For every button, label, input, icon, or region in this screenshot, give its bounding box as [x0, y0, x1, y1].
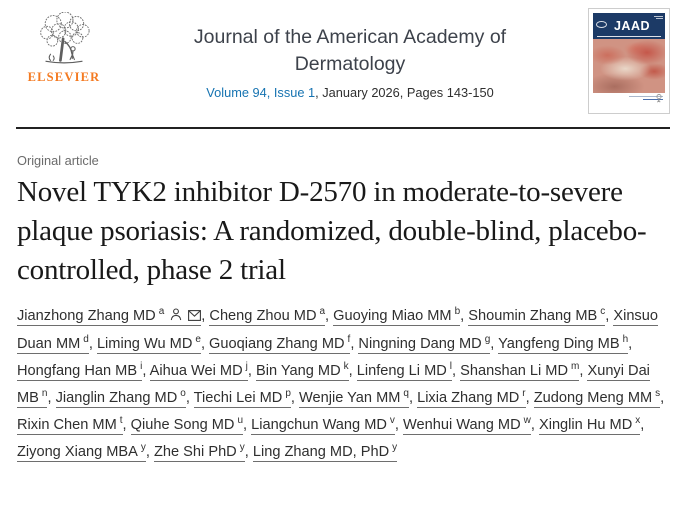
- author-link[interactable]: Lixia Zhang MD $^r$: [417, 388, 526, 406]
- header-divider: [16, 127, 670, 129]
- author-link[interactable]: Zudong Meng MM $^s$: [533, 388, 661, 406]
- volume-issue-link[interactable]: Volume 94, Issue 1: [206, 84, 316, 100]
- author-separator: ,: [350, 336, 359, 352]
- elsevier-mini-mark-icon: [655, 90, 663, 108]
- elsevier-wordmark: ELSEVIER: [27, 70, 101, 84]
- author-separator: ,: [247, 363, 256, 379]
- author-link[interactable]: Ziyong Xiang MBA $^y$: [17, 442, 146, 460]
- author-separator: ,: [243, 417, 252, 433]
- author: [17, 444, 154, 462]
- author-separator: ,: [348, 363, 357, 379]
- author-link[interactable]: Jianglin Zhang MD $^o$: [55, 388, 186, 406]
- cover-psoriasis-photo: [593, 39, 665, 93]
- author-separator: ,: [525, 390, 534, 406]
- author-link[interactable]: Bin Yang MD $^k$: [255, 361, 349, 379]
- author-separator: ,: [640, 417, 645, 433]
- author-separator: ,: [200, 336, 210, 352]
- author-separator: ,: [490, 336, 499, 352]
- author-separator: ,: [244, 444, 253, 460]
- author-separator: ,: [579, 363, 588, 379]
- author-separator: ,: [88, 336, 97, 352]
- author-link[interactable]: Wenhui Wang MD $^w$: [403, 415, 531, 433]
- author: [358, 336, 498, 354]
- article-type-label: Original article: [17, 153, 99, 168]
- author-link[interactable]: Aihua Wei MD $^j$: [149, 361, 248, 379]
- author: [534, 390, 665, 408]
- author-link[interactable]: Linfeng Li MD $^l$: [356, 361, 452, 379]
- author-separator: ,: [628, 336, 633, 352]
- author: [251, 417, 403, 435]
- journal-header-center: [112, 8, 588, 100]
- journal-cover-thumbnail[interactable]: [588, 8, 670, 114]
- cover-issue-microtext: [654, 16, 663, 17]
- article-main: [0, 153, 686, 466]
- author-separator: ,: [460, 308, 469, 324]
- author: [131, 417, 252, 435]
- author: [56, 390, 194, 408]
- author-link[interactable]: Liangchun Wang MD $^v$: [251, 415, 395, 433]
- author-link[interactable]: Hongfang Han MB $^i$: [17, 361, 143, 379]
- cover-footer: [593, 93, 665, 109]
- author-separator: ,: [201, 308, 210, 324]
- author-separator: ,: [290, 390, 300, 406]
- author-link[interactable]: Guoqiang Zhang MD $^f$: [209, 334, 351, 352]
- author-separator: ,: [408, 390, 418, 406]
- elsevier-tree-icon: [35, 51, 93, 68]
- author-link[interactable]: Rixin Chen MM $^t$: [17, 415, 123, 433]
- author: [333, 308, 468, 326]
- author-link[interactable]: Jianzhong Zhang MD $^a$: [17, 308, 201, 326]
- email-icon[interactable]: [188, 304, 201, 331]
- author-separator: ,: [530, 417, 539, 433]
- author-link[interactable]: Shoumin Zhang MB $^c$: [468, 306, 606, 324]
- elsevier-logo[interactable]: [16, 8, 112, 85]
- cover-masthead-band: [593, 13, 665, 39]
- author-separator: ,: [47, 390, 56, 406]
- author-separator: ,: [122, 417, 131, 433]
- author-link[interactable]: Ningning Dang MD $^g$: [358, 334, 491, 352]
- author-list: [17, 303, 669, 466]
- profile-icon[interactable]: [170, 304, 182, 331]
- author-link[interactable]: Wenjie Yan MM $^q$: [299, 388, 409, 406]
- author: [460, 363, 587, 381]
- author: [253, 444, 397, 462]
- journal-header: [0, 0, 686, 114]
- author: [150, 363, 256, 381]
- author: [194, 390, 299, 408]
- author: [209, 308, 333, 326]
- article-title: Novel TYK2 inhibitor D-2570 in moderate-to-severe plaque psoriasis: A randomized, double-blind, placebo-controlled, phase 2 trial: [17, 176, 647, 286]
- author-link[interactable]: Guoying Miao MM $^b$: [333, 306, 461, 324]
- author: [209, 336, 358, 354]
- author: [17, 417, 131, 435]
- author-separator: ,: [605, 308, 614, 324]
- author-separator: ,: [394, 417, 404, 433]
- author-link[interactable]: Xinsuo Duan MM $^d$: [17, 308, 658, 352]
- author: [539, 417, 644, 435]
- aad-badge-icon: [596, 21, 607, 28]
- author-link[interactable]: Tiechi Lei MD $^p$: [193, 388, 291, 406]
- issue-line: [112, 85, 588, 100]
- issue-date-pages: , January 2026, Pages 143-150: [315, 84, 494, 100]
- author: [403, 417, 539, 435]
- author-link[interactable]: Liming Wu MD $^e$: [96, 334, 201, 352]
- author: [357, 363, 460, 381]
- author: [468, 308, 613, 326]
- author-link[interactable]: Qiuhe Song MD $^u$: [130, 415, 244, 433]
- author-separator: ,: [660, 390, 665, 406]
- cover-masthead-title: JAAD: [613, 19, 651, 33]
- author-link[interactable]: Xinglin Hu MD $^x$: [538, 415, 641, 433]
- author-link[interactable]: Zhe Shi PhD $^y$: [153, 442, 245, 460]
- author-separator: ,: [185, 390, 194, 406]
- author: [417, 390, 534, 408]
- cover-subtitle-microtext: [597, 36, 662, 37]
- author-link[interactable]: Yangfeng Ding MB $^h$: [498, 334, 629, 352]
- author: [498, 336, 632, 354]
- author-link[interactable]: Cheng Zhou MD $^a$: [209, 306, 326, 324]
- author: [97, 336, 209, 354]
- author-separator: ,: [145, 444, 154, 460]
- author: [256, 363, 357, 381]
- author-link[interactable]: Ling Zhang MD, PhD $^y$: [252, 442, 398, 460]
- author-link[interactable]: Shanshan Li MD $^m$: [460, 361, 580, 379]
- author-separator: ,: [325, 308, 334, 324]
- author: [17, 363, 150, 381]
- author: [17, 308, 209, 326]
- author-link[interactable]: Xunyi Dai MB $^n$: [17, 363, 650, 406]
- author-separator: ,: [452, 363, 461, 379]
- author: [154, 444, 253, 462]
- author: [299, 390, 417, 408]
- author-separator: ,: [142, 363, 150, 379]
- journal-title-link[interactable]: Journal of the American Academy of Dermatology: [193, 26, 507, 75]
